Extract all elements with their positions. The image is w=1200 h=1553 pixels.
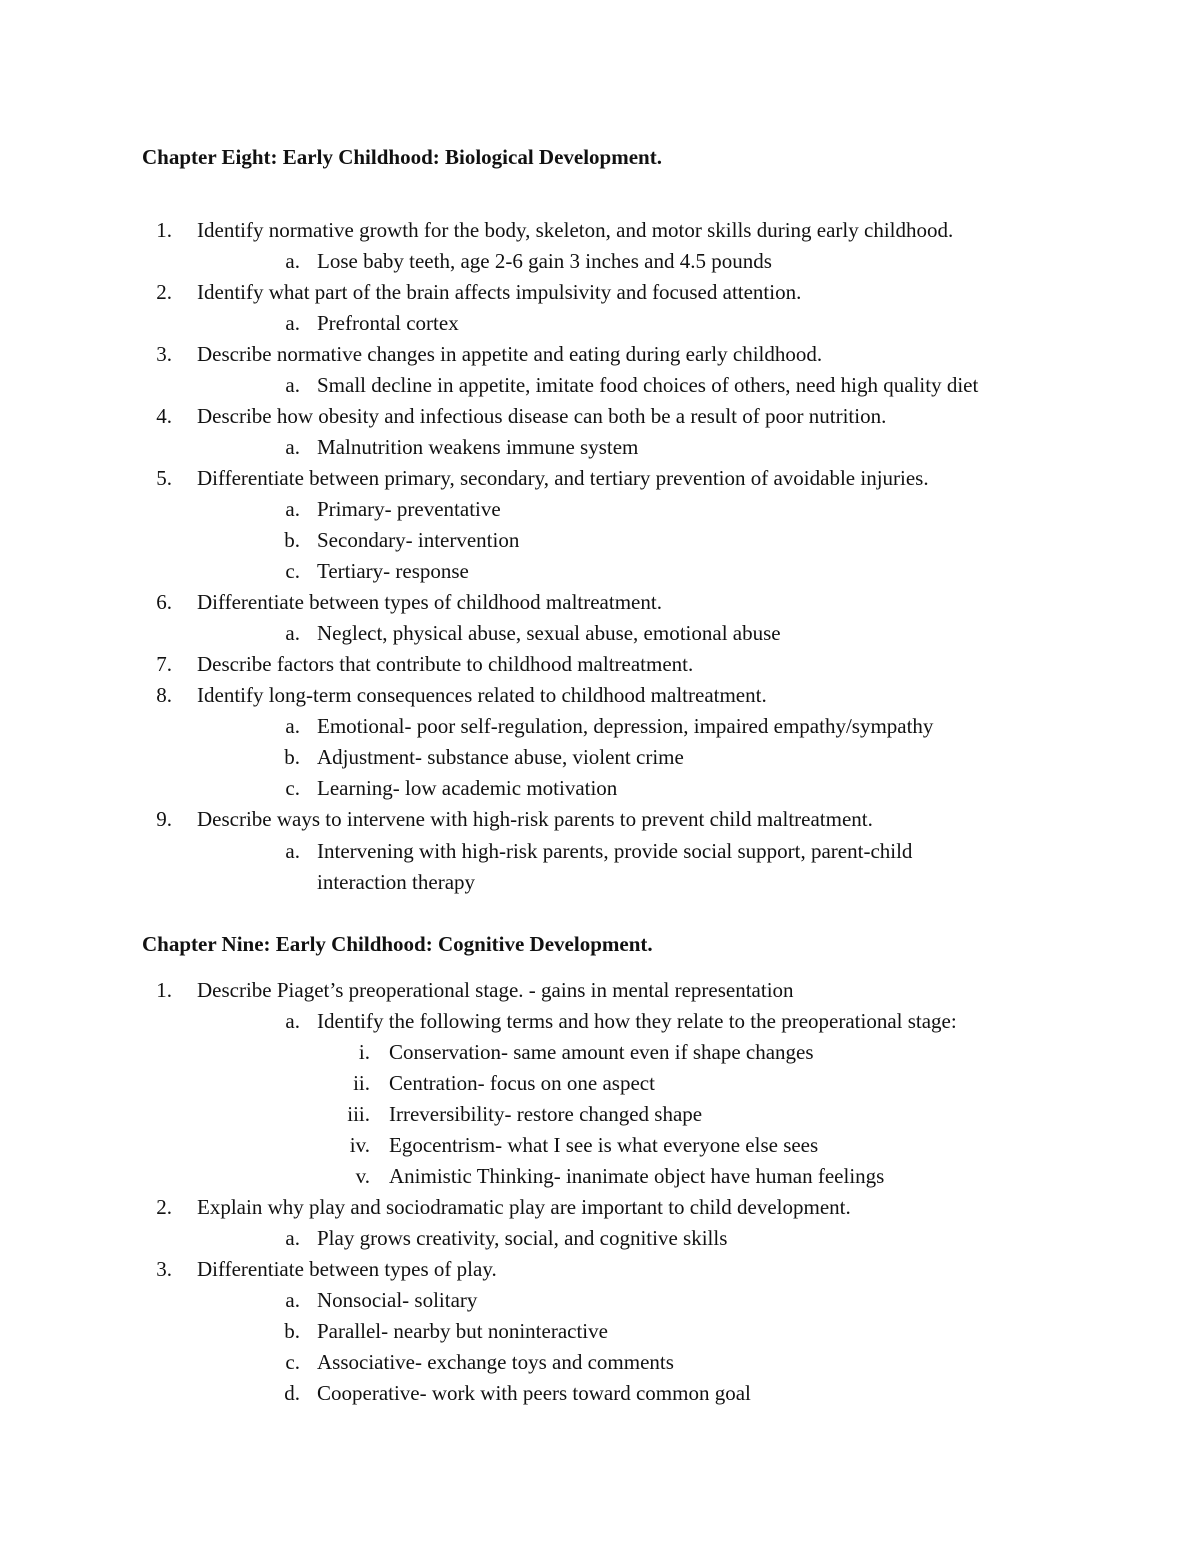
sub-list-marker: a. — [285, 311, 300, 335]
sub-list-marker: a. — [285, 373, 300, 397]
list-item: Differentiate between types of childhood maltreatment. — [197, 590, 662, 614]
sub-list-marker: c. — [285, 776, 300, 800]
list-number: 2. — [156, 1195, 172, 1219]
sub-list-item: Learning- low academic motivation — [317, 776, 618, 800]
list-number: 3. — [156, 342, 172, 366]
list-item: Describe factors that contribute to childhood maltreatment. — [197, 652, 694, 676]
chapter-nine-title: Chapter Nine: Early Childhood: Cognitive Development. — [142, 932, 653, 956]
roman-marker: ii. — [353, 1071, 370, 1095]
sub-list-marker: a. — [285, 714, 300, 738]
list-number: 1. — [156, 978, 172, 1002]
sub-list-item: Parallel- nearby but noninteractive — [317, 1319, 608, 1343]
sub-list-marker: b. — [284, 745, 300, 769]
sub-sub-list-item: Egocentrism- what I see is what everyone else sees — [389, 1133, 819, 1157]
roman-marker: iv. — [349, 1133, 370, 1157]
list-item: Explain why play and sociodramatic play are important to child development. — [197, 1195, 851, 1219]
sub-list-marker: a. — [285, 839, 300, 863]
sub-list-item: Primary- preventative — [317, 497, 501, 521]
list-item: Describe how obesity and infectious disease can both be a result of poor nutrition. — [197, 404, 887, 428]
sub-sub-list-item: Centration- focus on one aspect — [389, 1071, 655, 1095]
list-item: Describe ways to intervene with high-risk parents to prevent child maltreatment. — [197, 807, 873, 831]
sub-list-marker: a. — [285, 497, 300, 521]
list-number: 1. — [156, 218, 172, 242]
sub-list-marker: a. — [285, 435, 300, 459]
sub-list-item: Associative- exchange toys and comments — [317, 1350, 674, 1374]
sub-list-item: Lose baby teeth, age 2-6 gain 3 inches and 4.5 pounds — [317, 249, 772, 273]
sub-list-item: Prefrontal cortex — [317, 311, 459, 335]
list-number: 2. — [156, 280, 172, 304]
sub-list-marker: a. — [285, 1009, 300, 1033]
sub-sub-list-item: Animistic Thinking- inanimate object have human feelings — [389, 1164, 885, 1188]
sub-list-marker: a. — [285, 249, 300, 273]
list-number: 6. — [156, 590, 172, 614]
sub-list-item: Cooperative- work with peers toward common goal — [317, 1381, 751, 1405]
list-number: 5. — [156, 466, 172, 490]
sub-list-item: Emotional- poor self-regulation, depression, impaired empathy/sympathy — [317, 714, 934, 738]
list-item: Differentiate between types of play. — [197, 1257, 497, 1281]
list-item: Identify what part of the brain affects impulsivity and focused attention. — [197, 280, 802, 304]
sub-list-item: Intervening with high-risk parents, provide social support, parent-child — [317, 839, 913, 863]
roman-marker: iii. — [347, 1102, 370, 1126]
sub-list-marker: c. — [285, 1350, 300, 1374]
sub-list-marker: a. — [285, 1226, 300, 1250]
chapter-eight-title: Chapter Eight: Early Childhood: Biological Development. — [142, 145, 662, 169]
list-item: Describe Piaget’s preoperational stage. - gains in mental representation — [197, 978, 794, 1002]
sub-sub-list-item: Irreversibility- restore changed shape — [389, 1102, 703, 1126]
sub-list-item: Nonsocial- solitary — [317, 1288, 478, 1312]
list-item: Identify normative growth for the body, skeleton, and motor skills during early childhood. — [197, 218, 954, 242]
sub-list-item: Small decline in appetite, imitate food choices of others, need high quality diet — [317, 373, 979, 397]
sub-list-marker: b. — [284, 528, 300, 552]
sub-list-item: Tertiary- response — [317, 559, 469, 583]
list-number: 3. — [156, 1257, 172, 1281]
sub-list-item: Neglect, physical abuse, sexual abuse, emotional abuse — [317, 621, 781, 645]
sub-list-marker: a. — [285, 621, 300, 645]
sub-sub-list-item: Conservation- same amount even if shape changes — [389, 1040, 814, 1064]
list-item: Identify long-term consequences related to childhood maltreatment. — [197, 683, 767, 707]
list-number: 4. — [156, 404, 172, 428]
sub-list-item: Play grows creativity, social, and cognitive skills — [317, 1226, 728, 1250]
sub-list-marker: a. — [285, 1288, 300, 1312]
sub-list-item: Identify the following terms and how they relate to the preoperational stage: — [317, 1009, 957, 1033]
list-number: 7. — [156, 652, 172, 676]
roman-marker: i. — [358, 1040, 370, 1064]
sub-list-marker: d. — [284, 1381, 300, 1405]
sub-list-item: Secondary- intervention — [317, 528, 520, 552]
roman-marker: v. — [355, 1164, 370, 1188]
sub-list-marker: c. — [285, 559, 300, 583]
sub-list-item: Malnutrition weakens immune system — [317, 435, 639, 459]
list-item: Differentiate between primary, secondary, and tertiary prevention of avoidable injuries. — [197, 466, 929, 490]
sub-list-item: Adjustment- substance abuse, violent crime — [317, 745, 684, 769]
list-number: 9. — [156, 807, 172, 831]
list-number: 8. — [156, 683, 172, 707]
sub-list-item-continuation: interaction therapy — [317, 870, 476, 894]
sub-list-marker: b. — [284, 1319, 300, 1343]
list-item: Describe normative changes in appetite and eating during early childhood. — [197, 342, 823, 366]
